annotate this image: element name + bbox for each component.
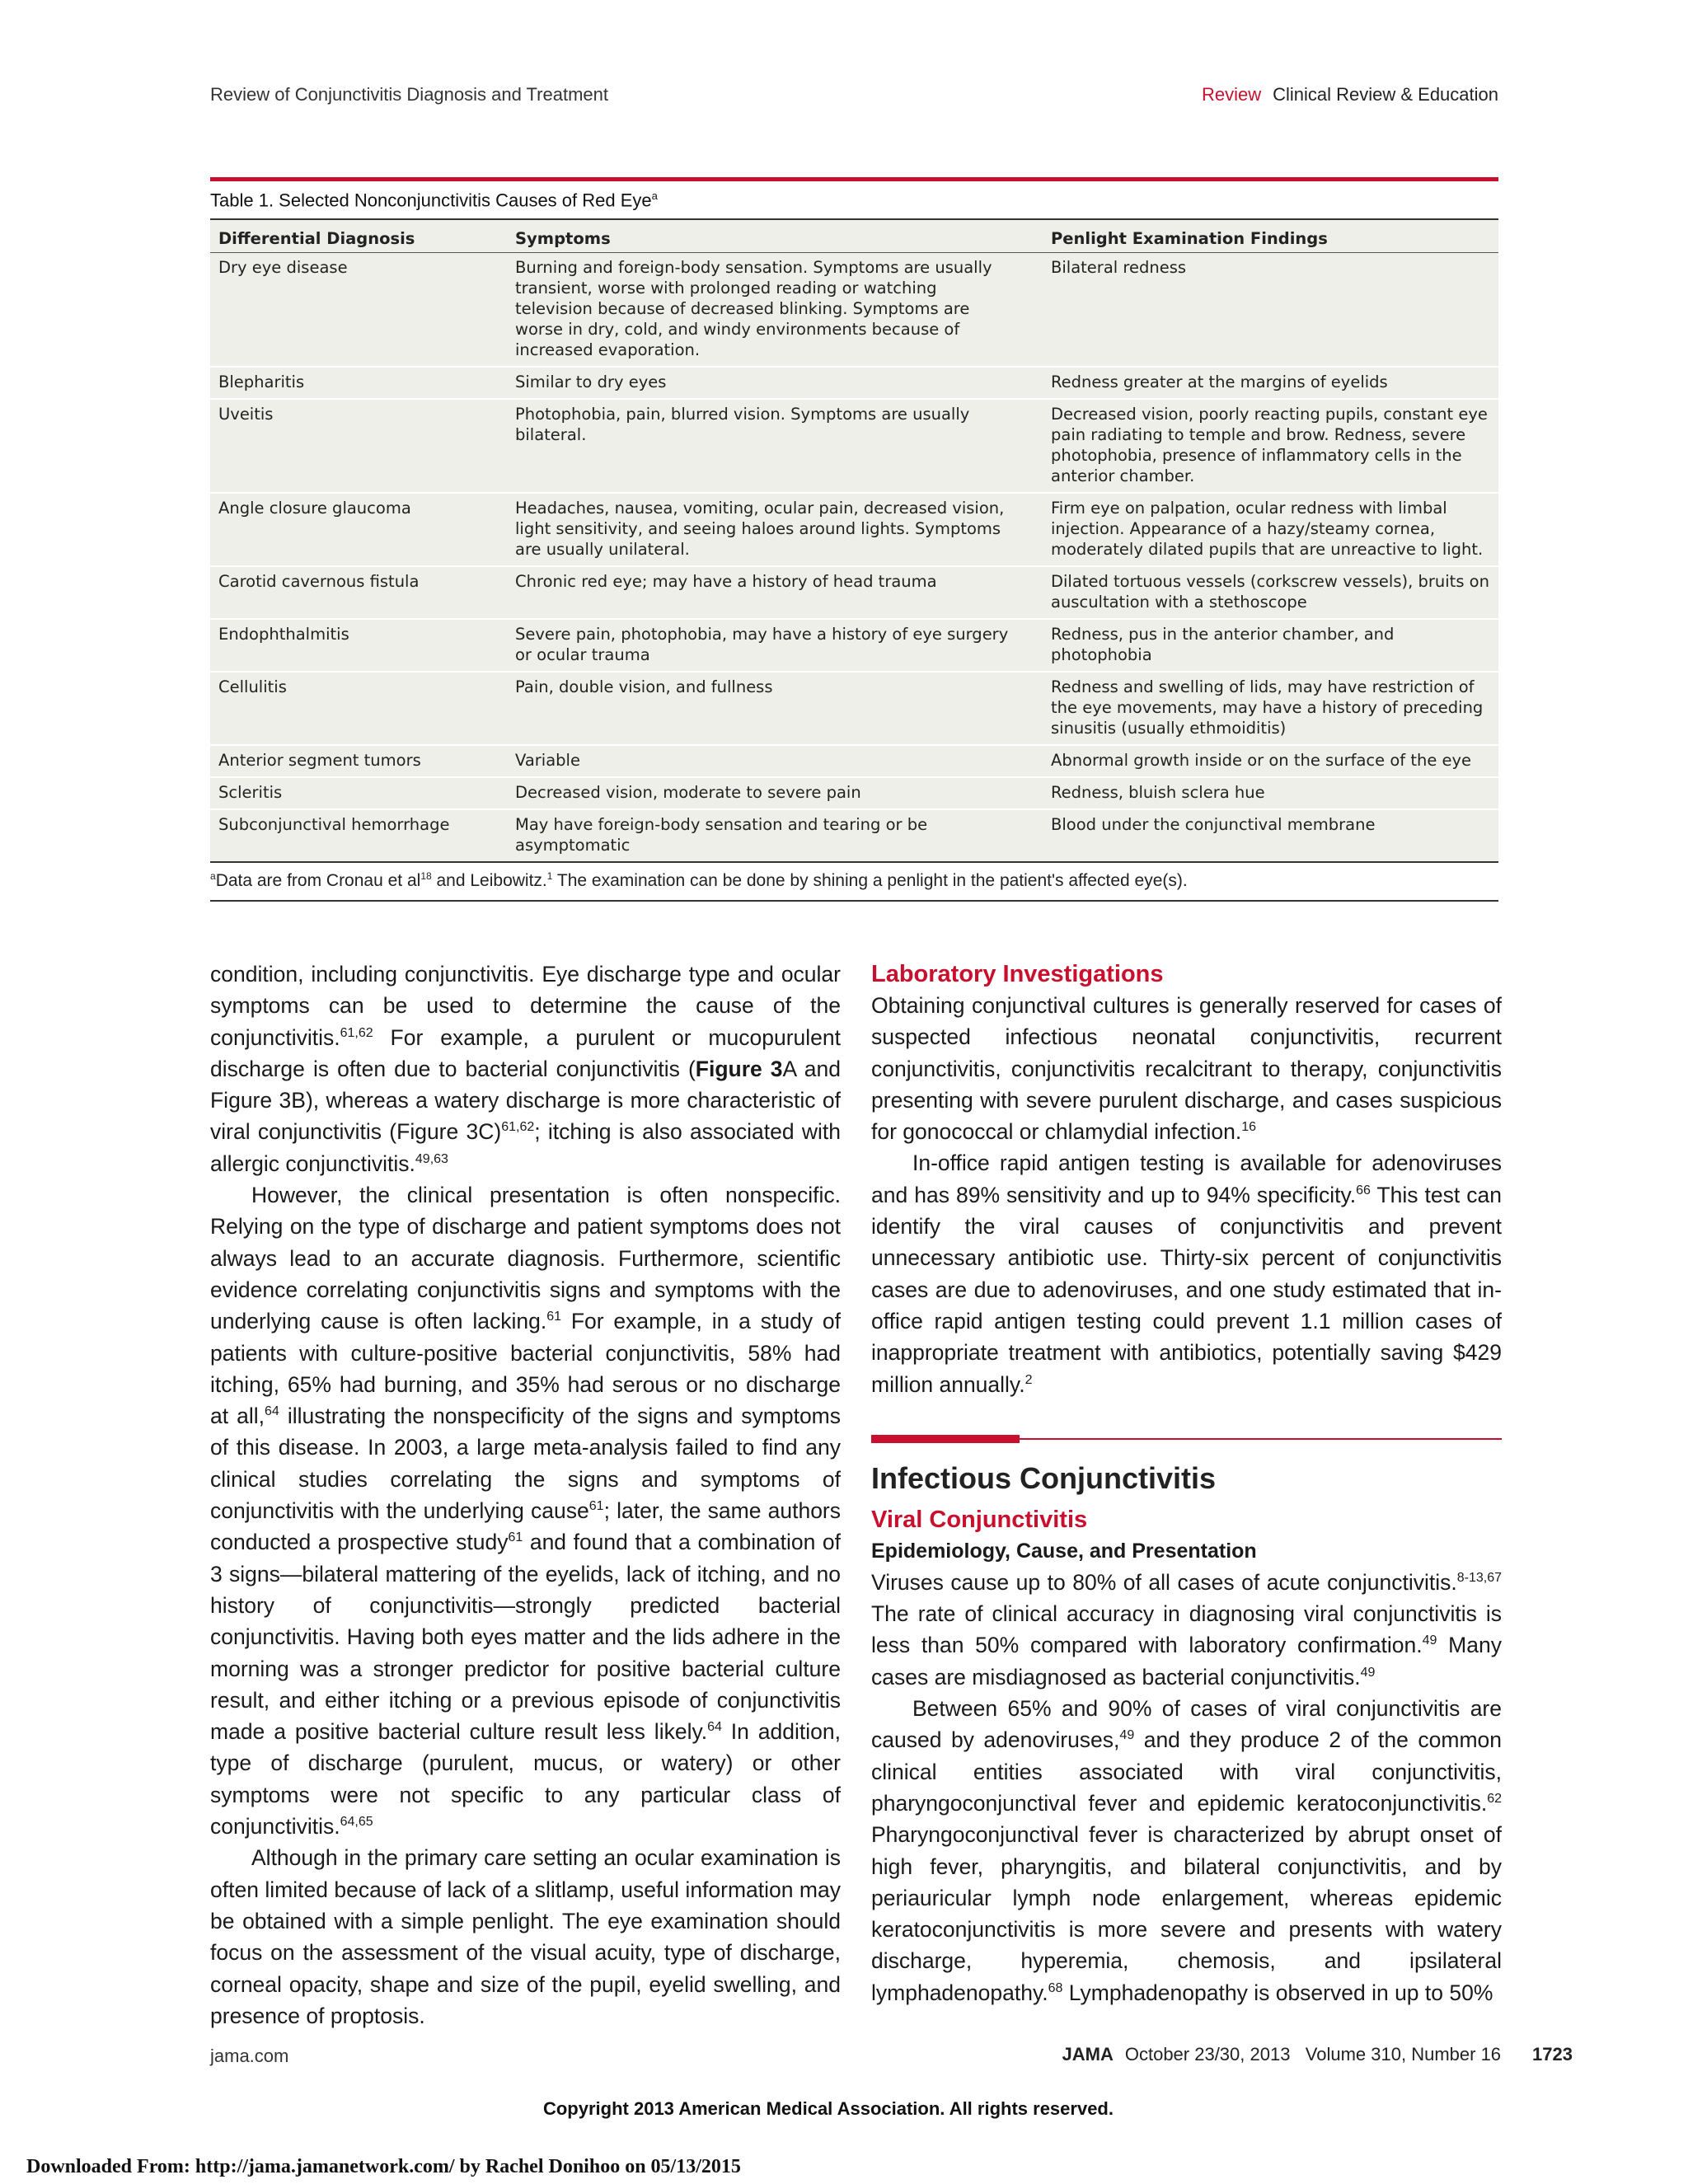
table-cell: Blood under the conjunctival membrane [1051,815,1376,835]
citation-superscript: 61 [508,1530,523,1545]
figure-reference-link[interactable]: Figure 3 [695,1056,783,1081]
body-text: For example, in a study of patients with culture-positive bacterial conjunctivitis, 58% had itching, 65% had burning, and 35% had serous or no discharge at all, [210,1309,841,1429]
table-cell: Chronic red eye; may have a history of head trauma [515,572,937,592]
body-text: Between 65% and 90% of cases of viral conjunctivitis are caused by adenoviruses, [871,1696,1502,1753]
subsubsection-heading-epidemiology: Epidemiology, Cause, and Presentation [871,1539,1257,1563]
table-row [210,778,1498,810]
table-cell: Headaches, nausea, vomiting, ocular pain, decreased vision, light sensitivity, and seeing haloes around lights. Symptoms are usually unilateral. [515,499,1005,560]
citation-superscript: 18 [420,870,432,883]
body-paragraph [871,1147,1502,1399]
footnote-mark: a [210,870,216,883]
left-column [210,958,841,2032]
table-cell: Endophthalmitis [218,625,349,644]
running-header-section [1202,84,1498,105]
citation-superscript: 49 [1360,1665,1376,1680]
right-column [871,958,1502,2008]
body-text: and found that a combination of 3 signs—bilateral mattering of the eyelids, lack of itching, and no history of conjunctivitis—strongly predicted bacterial conjunctivitis. Having both eyes matter and the lids adhere in the morning was a stronger predictor for positive bacterial culture result, and either itching or a previous episode of conjunctivitis made a positive bacterial culture result less likely. [210,1530,841,1745]
table-cell: Scleritis [218,783,283,803]
footer-journal: JAMA [1062,2044,1114,2064]
section-label-cre: Clinical Review & Education [1273,84,1498,105]
body-text: Obtaining conjunctival cultures is generally reserved for cases of suspected infectious neonatal conjunctivitis, recurrent conjunctivitis, conjunctivitis recalcitrant to therapy, conjunctivitis presenting with severe purulent discharge, and cases suspicious for gonococcal or chlamydial infection. [871,993,1502,1145]
body-paragraph [871,990,1502,1147]
table-row [210,673,1498,746]
citation-superscript: 61 [588,1499,604,1514]
body-text: Lymphadenopathy is observed in up to 50% [1062,1980,1493,2005]
section-heading-laboratory: Laboratory Investigations [871,961,1164,987]
section-heading-infectious: Infectious Conjunctivitis [871,1460,1217,1495]
table-cell: Photophobia, pain, blurred vision. Symptoms are usually bilateral. [515,405,970,445]
page-number: 1723 [1532,2044,1573,2064]
table-row [210,567,1498,620]
table-cell: Carotid cavernous fistula [218,572,420,592]
citation-superscript: 8-13,67 [1456,1571,1502,1586]
table-cell: May have foreign-body sensation and tearing or be asymptomatic [515,815,928,855]
footer-issue: October 23/30, 2013 Volume 310, Number 16 [1124,2044,1502,2064]
table-cell: Dry eye disease [218,258,348,278]
citation-superscript: 62 [1487,1792,1502,1807]
citation-superscript: 68 [1048,1980,1063,1995]
body-text: illustrating the nonspecificity of the signs and symptoms of this disease. In 2003, a large meta-analysis failed to find any clinical studies correlating the signs and symptoms of conjunctivitis with the underlying cause [210,1404,842,1524]
table-cell: Angle closure glaucoma [218,499,411,518]
citation-superscript: 49 [1119,1728,1135,1743]
footnote-text: and Leibowitz. [431,871,547,891]
table-cell: Firm eye on palpation, ocular redness with limbal injection. Appearance of a hazy/steamy cornea, moderately dilated pupils that are unreactive to light. [1051,499,1484,560]
body-paragraph [210,958,841,1179]
citation-superscript: 16 [1241,1120,1257,1135]
subsection-heading-viral: Viral Conjunctivitis [871,1506,1088,1533]
body-text: For example, a purulent or mucopurulent discharge is often due to bacterial conjunctivitis ( [210,1024,841,1081]
body-text: Pharyngoconjunctival fever is characterized by abrupt onset of high fever, pharyngitis, and bilateral conjunctivitis, and by periauricular lymph node enlargement, whereas epidemic keratoconjunctivitis is more severe and presents with watery discharge, hyperemia, chemosis, and ipsilateral lymphadenopathy. [871,1822,1502,2005]
table-title-text: Table 1. Selected Nonconjunctivitis Causes of Red Eye [210,190,652,211]
table-cell: Abnormal growth inside or on the surface of the eye [1051,751,1472,771]
table-row [210,253,1498,368]
table-row [210,746,1498,778]
table-cell: Redness greater at the margins of eyelids [1051,373,1388,392]
body-text: condition, including conjunctivitis. Eye discharge type and ocular symptoms can be used to determine the cause of the conjunctivitis. [210,962,841,1050]
body-paragraph [210,1179,841,1842]
table-cell: Subconjunctival hemorrhage [218,815,450,835]
table-cell: Decreased vision, moderate to severe pain [515,783,861,803]
footer-citation [1062,2044,1573,2065]
table-grid [210,218,1498,863]
body-text: In-office rapid antigen testing is available for adenoviruses and has 89% sensitivity and up to 94% specificity. [871,1151,1502,1207]
body-text: However, the clinical presentation is often nonspecific. Relying on the type of discharge and patient symptoms does not always lead to an accurate diagnosis. Furthermore, scientific evidence correlating conjunctivitis signs and symptoms with the underlying cause is often lacking. [210,1183,841,1334]
body-paragraph [210,1842,841,2032]
table-cell: Decreased vision, poorly reacting pupils, constant eye pain radiating to temple and brow. Redness, severe photophobia, presence of inflammatory cells in the anterior chamber. [1051,405,1488,486]
body-text: ; itching is also associated with allergic conjunctivitis. [210,1119,842,1176]
citation-superscript: 61,62 [340,1025,373,1040]
body-text: Viruses cause up to 80% of all cases of acute conjunctivitis. [871,1569,1457,1595]
citation-superscript: 49,63 [415,1151,448,1166]
table-cell: Dilated tortuous vessels (corkscrew vessels), bruits on auscultation with a stethoscope [1051,572,1489,612]
table-footnote [210,863,1498,902]
table-cell: Redness, pus in the anterior chamber, and photophobia [1051,625,1395,665]
divider-thick-rule [871,1435,1020,1443]
body-text: ; later, the same authors conducted a prospective study [210,1498,842,1555]
footnote-text: Data are from Cronau et al [215,871,421,891]
table-cell: Variable [515,751,580,771]
body-paragraph [871,1693,1502,2008]
table-cell: Similar to dry eyes [515,373,667,392]
download-stamp: Downloaded From: http://jama.jamanetwork.com/ by Rachel Donihoo on 05/13/2015 [26,2156,741,2177]
copyright-notice: Copyright 2013 American Medical Association. All rights reserved. [542,2098,1114,2119]
citation-superscript: 2 [1025,1372,1033,1387]
section-label-review: Review [1201,84,1262,105]
table-cell: Bilateral redness [1051,258,1187,278]
table-row [210,620,1498,673]
section-divider [871,1433,1502,1445]
citation-superscript: 64 [265,1404,279,1419]
table-row [210,494,1498,567]
table-row [210,400,1498,494]
citation-superscript: 66 [1356,1183,1371,1197]
table-cell: Uveitis [218,405,274,424]
table-title [210,181,1498,218]
body-text: This test can identify the viral causes of conjunctivitis and prevent unnecessary antibiotic use. Thirty-six percent of conjunctivitis cases are due to adenoviruses, and one study estimated that in-office rapid antigen testing could prevent 1.1 million cases of inappropriate treatment with antibiotics, potentially saving $429 million annually. [871,1182,1502,1397]
table-cell: Anterior segment tumors [218,751,421,771]
table-cell: Pain, double vision, and fullness [515,677,773,697]
table-cell: Burning and foreign-body sensation. Symptoms are usually transient, worse with prolonged reading or watching television because of decreased blinking. Symptoms are worse in dry, cold, and windy environments because of increased evaporation. [515,258,992,360]
body-text: In addition, type of discharge (purulent, mucus, or watery) or other symptoms were not specific to any particular class of conjunctivitis. [210,1719,841,1840]
body-text: Many cases are misdiagnosed as bacterial conjunctivitis. [871,1633,1502,1690]
table-cell: Redness, bluish sclera hue [1051,783,1265,803]
citation-superscript: 61,62 [501,1120,535,1135]
body-text: A and Figure 3B), whereas a watery discharge is more characteristic of viral conjunctivitis (Figure 3C) [210,1056,841,1145]
footnote-text: The examination can be done by shining a penlight in the patient's affected eye(s). [552,871,1188,891]
table-row [210,810,1498,861]
table-cell: Redness and swelling of lids, may have restriction of the eye movements, may have a history of preceding sinusitis (usually ethmoiditis) [1051,677,1484,738]
table-header-row [210,220,1498,253]
table-cell: Cellulitis [218,677,287,697]
citation-superscript: 64,65 [340,1815,373,1830]
footer-site: jama.com [210,2046,289,2066]
running-header-title: Review of Conjunctivitis Diagnosis and Treatment [210,84,609,105]
table-1 [210,177,1498,902]
table-header-cell: Differential Diagnosis [218,229,415,249]
table-title-footnote-mark: a [651,190,658,202]
body-text: Although in the primary care setting an ocular examination is often limited because of lack of a slitlamp, useful information may be obtained with a simple penlight. The eye examination should focus on the assessment of the visual acuity, type of discharge, corneal opacity, shape and size of the pupil, eyelid swelling, and presence of proptosis. [210,1845,841,2028]
body-text: and they produce 2 of the common clinical entities associated with viral conjunctivitis, pharyngoconjunctival fever and epidemic keratoconjunctivitis. [871,1727,1503,1816]
citation-superscript: 1 [546,870,553,883]
citation-superscript: 49 [1422,1633,1437,1648]
table-cell: Blepharitis [218,373,305,392]
table-header-cell: Penlight Examination Findings [1051,229,1328,249]
table-header-cell: Symptoms [515,229,611,249]
body-text: The rate of clinical accuracy in diagnosing viral conjunctivitis is less than 50% compared with laboratory confirmation. [871,1601,1502,1658]
table-row [210,368,1498,400]
body-paragraph [871,1567,1502,1693]
citation-superscript: 64 [707,1720,722,1735]
table-cell: Severe pain, photophobia, may have a history of eye surgery or ocular trauma [515,625,1009,665]
citation-superscript: 61 [546,1310,561,1324]
